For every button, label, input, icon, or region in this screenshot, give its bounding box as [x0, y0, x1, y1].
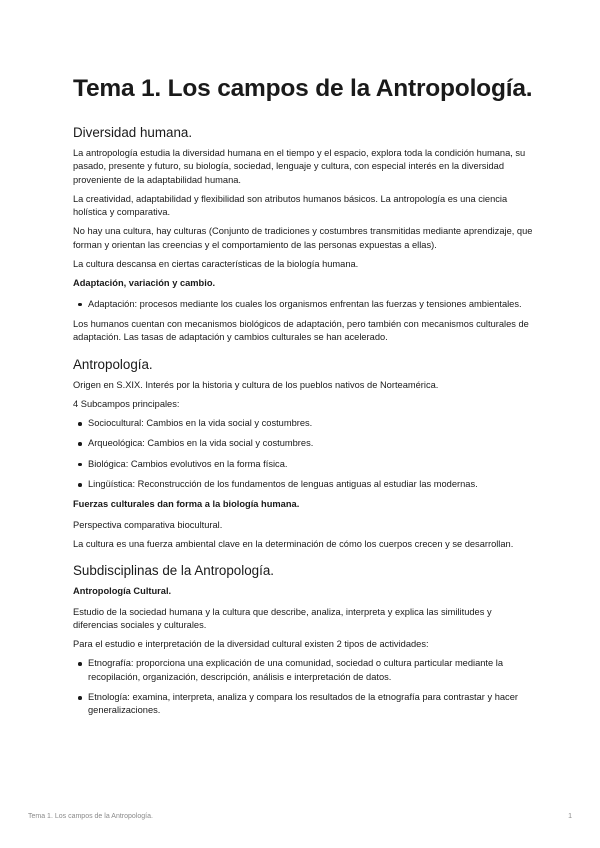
- paragraph: Los humanos cuentan con mecanismos biológicos de adaptación, pero también con mecanismos culturales de adaptación. Las tasas de adaptación y cambios culturales se han acelerado.: [73, 318, 529, 343]
- paragraph: La cultura es una fuerza ambiental clave en la determinación de cómo los cuerpos crecen y se desarrollan.: [73, 538, 514, 549]
- section-heading-diversidad: Diversidad humana.: [73, 125, 193, 140]
- bullet-list: [73, 298, 533, 311]
- subheading-adaptacion: Adaptación, variación y cambio.: [73, 278, 216, 289]
- subheading-fuerzas: Fuerzas culturales dan forma a la biología humana.: [73, 499, 300, 510]
- list-item: Adaptación: procesos mediante los cuales los organismos enfrentan las fuerzas y tensiones ambientales.: [88, 298, 533, 311]
- list-item: Sociocultural: Cambios en la vida social y costumbres.: [88, 417, 533, 430]
- list-item: Lingüística: Reconstrucción de los fundamentos de lenguas antiguas al estudiar las modernas.: [88, 478, 533, 491]
- paragraph: Origen en S.XIX. Interés por la historia y cultura de los pueblos nativos de Norteamérica.: [73, 379, 439, 390]
- list-item: Arqueológica: Cambios en la vida social y costumbres.: [88, 437, 533, 450]
- list-item: Etnografía: proporciona una explicación de una comunidad, sociedad o cultura particular mediante la recopilación, organización, descripción, análisis e interpretación de datos.: [88, 657, 533, 684]
- bullet-list: [73, 417, 533, 491]
- paragraph: La creatividad, adaptabilidad y flexibilidad son atributos humanos básicos. La antropología es una ciencia holística y comparativa.: [73, 193, 508, 218]
- section-heading-antropologia: Antropología.: [73, 356, 153, 372]
- paragraph: Estudio de la sociedad humana y la cultura que describe, analiza, interpreta y explica las similitudes y diferencias sociales y culturales.: [73, 606, 492, 630]
- page-footer: [28, 813, 572, 820]
- paragraph: Perspectiva comparativa biocultural.: [73, 519, 223, 530]
- paragraph: 4 Subcampos principales:: [73, 398, 180, 409]
- page-number: 1: [568, 813, 572, 820]
- bullet-list: [73, 657, 533, 717]
- document-page: [73, 74, 533, 725]
- paragraph: Para el estudio e interpretación de la diversidad cultural existen 2 tipos de actividades:: [73, 639, 429, 650]
- list-item: Biológica: Cambios evolutivos en la forma física.: [88, 458, 533, 471]
- page-title: Tema 1. Los campos de la Antropología.: [73, 75, 533, 102]
- subheading-cultural: Antropología Cultural.: [73, 586, 172, 597]
- paragraph: No hay una cultura, hay culturas (Conjunto de tradiciones y costumbres transmitidas mediante aprendizaje, que forman y orientan las creencias y el comportamiento de las personas expuestas a ellas).: [73, 226, 533, 250]
- list-item: Etnología: examina, interpreta, analiza y compara los resultados de la etnografía para contrastar y hacer generalizaciones.: [88, 691, 533, 718]
- paragraph: La cultura descansa en ciertas características de la biología humana.: [73, 259, 359, 270]
- section-heading-subdisciplinas: Subdisciplinas de la Antropología.: [73, 563, 274, 579]
- paragraph: La antropología estudia la diversidad humana en el tiempo y el espacio, explora toda la condición humana, su pasado, presente y futuro, su biología, sociedad, lenguaje y cultura, con especial interés en la diversidad proveniente de la adaptabilidad humana.: [73, 148, 526, 185]
- footer-title: Tema 1. Los campos de la Antropología.: [28, 813, 153, 820]
